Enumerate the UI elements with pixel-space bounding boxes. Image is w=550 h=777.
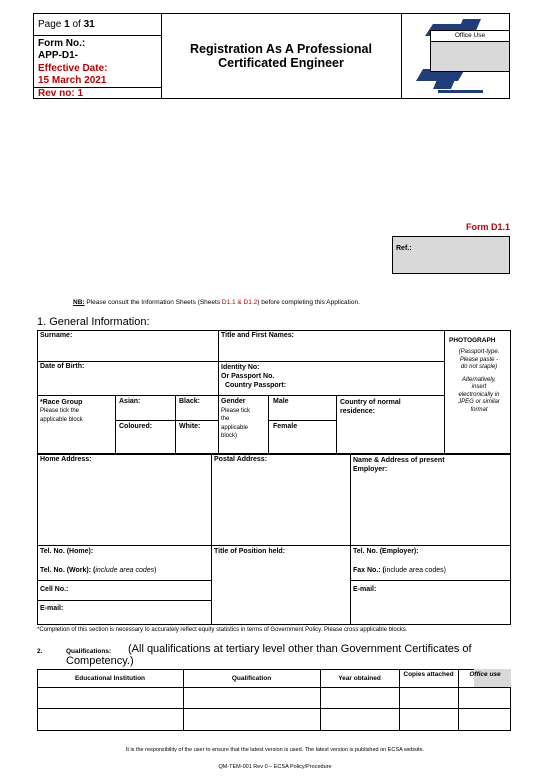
tel-home-field[interactable]: Tel. No. (Home):	[40, 548, 94, 555]
title-line-1: Registration As A Professional	[190, 42, 372, 56]
photo-instructions[interactable]	[446, 349, 512, 414]
race-group-title: *Race Group	[40, 399, 83, 406]
col-qualification: Qualification	[231, 675, 272, 682]
email-field-left[interactable]: E-mail:	[40, 605, 64, 612]
page-label: Page	[38, 19, 62, 30]
gender-tick-2: the	[221, 416, 230, 422]
ref-label: Ref.:	[396, 245, 412, 252]
tel-work-field[interactable]	[40, 567, 156, 574]
tel-work-close: )	[154, 567, 157, 574]
nb-text-1: Please consult the Information Sheets (Sheets	[84, 299, 222, 306]
equity-note: *Completion of this section is necessary to accurately reflect equity statistics in terms of Government Policy. Please cross applicable blocks.	[37, 627, 408, 633]
country-res-1: Country of normal	[340, 399, 401, 406]
photo-text-4: Alternatively,	[462, 376, 496, 383]
section-2-text-2: Competency.)	[66, 655, 134, 667]
section-2-label: Qualifications:	[66, 648, 112, 655]
photo-text-6: electronically in	[458, 391, 500, 398]
photo-text-2: Please paste -	[459, 356, 499, 363]
fax-close: )	[443, 567, 446, 574]
email-field-right[interactable]: E-mail:	[353, 586, 377, 593]
employer-label-2: Employer:	[353, 466, 388, 473]
page-number: 1	[64, 19, 70, 30]
gender-label	[221, 398, 250, 441]
revision-number: Rev no: 1	[38, 88, 84, 99]
office-use-box	[430, 30, 510, 72]
race-tick-2: applicable block	[40, 417, 83, 423]
fax-note: include area codes	[384, 567, 444, 574]
race-white-option[interactable]: White:	[179, 423, 201, 430]
gender-male-option[interactable]: Male	[273, 398, 289, 405]
footer-doc-ref: QM-TEM-001 Rev 0 – ECSA Policy/Procedure	[218, 764, 332, 770]
country-residence-field[interactable]	[340, 398, 401, 416]
identity-field[interactable]	[221, 363, 286, 390]
country-passport-label: Country Passport:	[225, 382, 287, 389]
fax-label: Fax No.: (	[353, 567, 385, 574]
race-black-option[interactable]: Black:	[179, 398, 201, 405]
photo-text-7: JPEG or similar	[458, 399, 500, 405]
race-group-label	[40, 398, 83, 425]
col-year-obtained: Year obtained	[338, 675, 381, 682]
employer-label-1: Name & Address of present	[353, 457, 445, 464]
section-2-number: 2.	[37, 648, 43, 655]
fax-field[interactable]	[353, 567, 446, 574]
employer-field[interactable]	[353, 456, 445, 474]
surname-field[interactable]: Surname:	[40, 332, 73, 339]
section-1-title: 1. General Information:	[37, 316, 150, 328]
gender-tick-4: block)	[221, 433, 238, 439]
race-asian-option[interactable]: Asian:	[119, 398, 141, 405]
photo-text-8: format	[470, 406, 488, 413]
document-title	[161, 14, 402, 98]
photo-text-1: (Passport-type.	[458, 349, 500, 355]
nb-note	[73, 299, 360, 306]
page-indicator	[34, 14, 161, 36]
gender-female-option[interactable]: Female	[273, 423, 298, 430]
nb-prefix: NB:	[73, 299, 85, 306]
form-number	[34, 36, 161, 62]
page-total: 31	[83, 19, 95, 30]
tel-work-label: Tel. No. (Work): (	[40, 567, 96, 574]
col-office-use: Office use	[469, 671, 501, 678]
position-field[interactable]: Title of Position held:	[214, 548, 286, 555]
reference-box[interactable]	[392, 236, 510, 274]
date-of-birth-field[interactable]: Date of Birth:	[40, 363, 85, 370]
section-2-text-1: (All qualifications at tertiary level other than Government Certificates of	[128, 643, 472, 655]
effective-value: 15 March 2021	[38, 75, 107, 86]
form-code: Form D1.1	[465, 222, 510, 232]
general-info-table	[37, 330, 511, 454]
race-tick-1: Please tick the	[40, 408, 80, 414]
effective-date	[34, 62, 161, 88]
postal-address-field[interactable]: Postal Address:	[214, 456, 268, 463]
race-coloured-option[interactable]: Coloured:	[119, 423, 153, 430]
col-copies-attached: Copies attached	[403, 671, 454, 678]
gender-tick-3: applicable	[221, 424, 249, 431]
gender-tick-1: Please tick	[221, 407, 251, 414]
office-use-label: Office Use	[431, 31, 509, 42]
passport-no-label: Or Passport No.	[221, 373, 275, 380]
title-line-2: Certificated Engineer	[218, 56, 344, 70]
gender-title: Gender	[221, 398, 246, 405]
tel-employer-field[interactable]: Tel. No. (Employer):	[353, 548, 419, 555]
title-names-field[interactable]: Title and First Names:	[221, 332, 295, 339]
tel-work-note: include area codes	[95, 567, 155, 574]
form-no-value: APP-D1-	[38, 50, 79, 61]
photo-title: PHOTOGRAPH	[449, 337, 496, 344]
page-of: of	[72, 19, 81, 30]
form-no-label: Form No.:	[38, 38, 86, 49]
photo-text-5: insert	[471, 384, 487, 390]
id-no-label: Identity No:	[221, 364, 260, 371]
photo-text-3: do not staple)	[460, 364, 498, 370]
col-educational-institution: Educational Institution	[74, 675, 146, 682]
home-address-field[interactable]: Home Address:	[40, 456, 92, 463]
nb-sheets: D1.1 & D1.2	[221, 299, 258, 306]
header-left-block	[34, 14, 162, 98]
cell-field[interactable]: Cell No.:	[40, 586, 69, 593]
effective-label: Effective Date:	[38, 63, 108, 74]
nb-text-2: ) before completing this Application.	[257, 299, 360, 306]
footer-notice: It is the responsibility of the user to ensure that the latest version is used. The latest version is published on ECSA website.	[125, 747, 425, 753]
country-res-2: residence:	[340, 408, 376, 415]
